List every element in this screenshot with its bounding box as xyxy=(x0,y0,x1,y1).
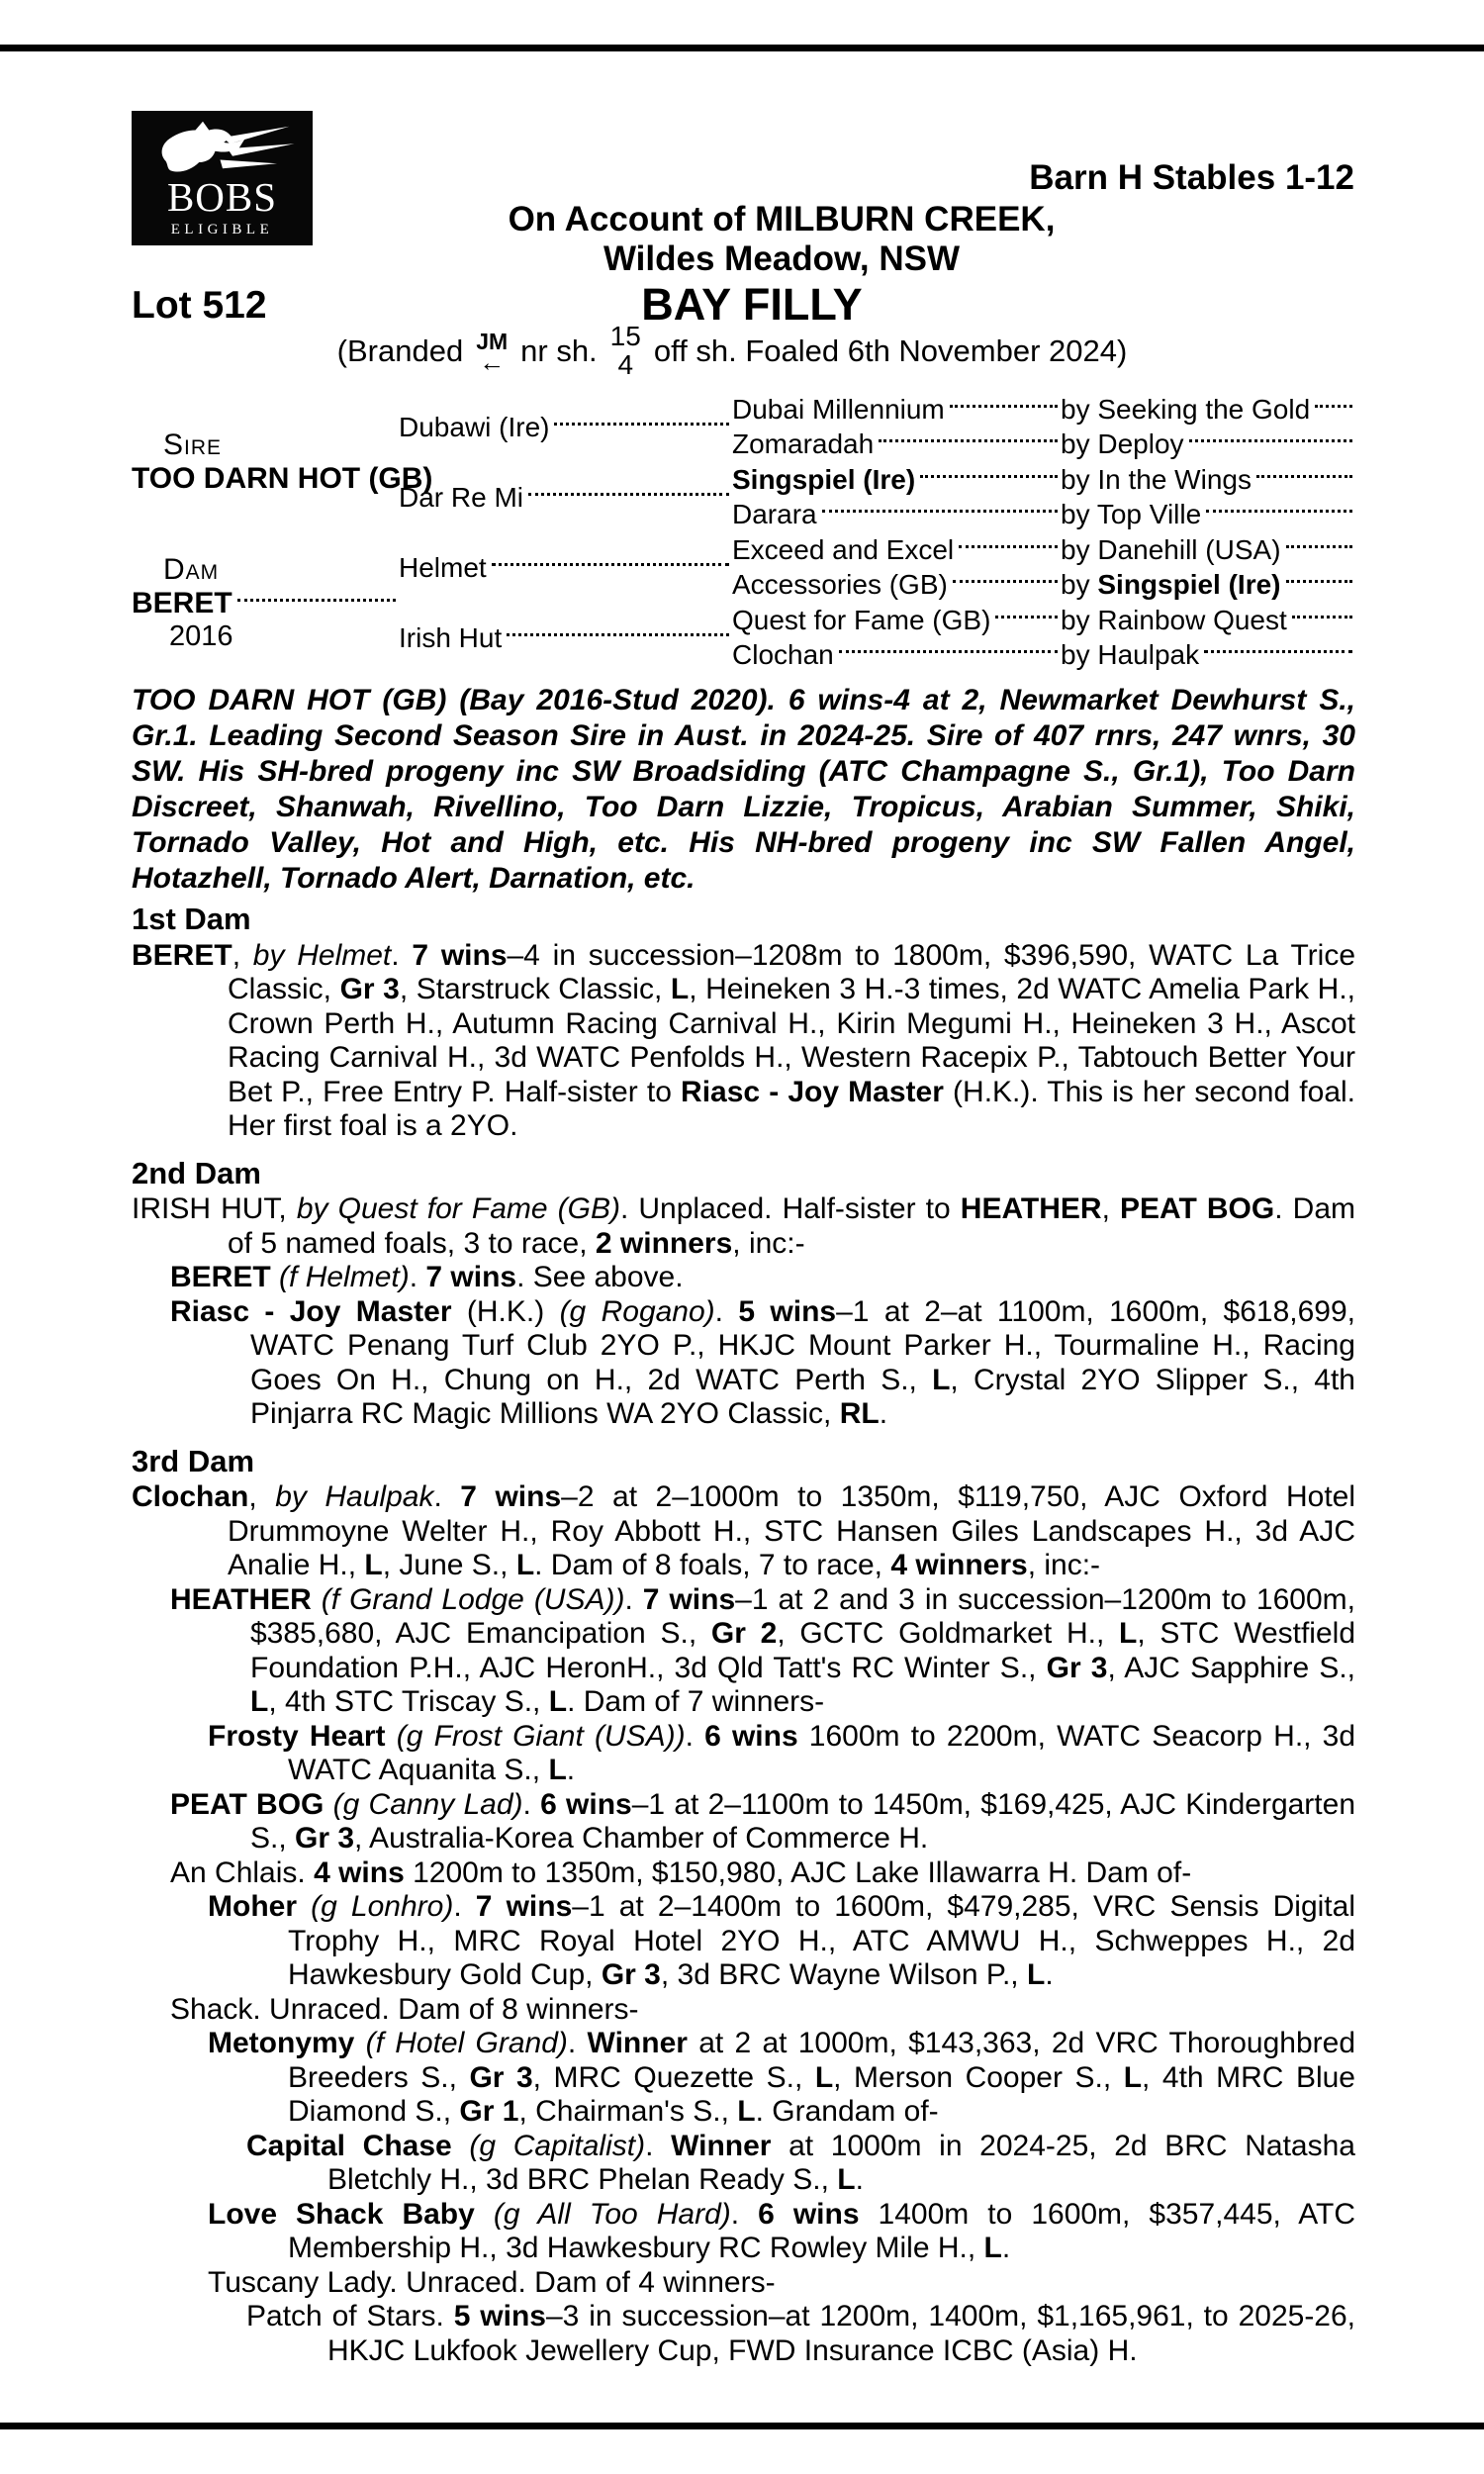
parent-name: Irish Hut xyxy=(399,603,732,673)
dot-leader xyxy=(1286,580,1352,583)
text-segment: . Unplaced. Half-sister to xyxy=(619,1192,961,1225)
ancestor-sire xyxy=(1061,498,1355,533)
dot-leader xyxy=(995,616,1058,618)
parent-name: Helmet xyxy=(399,532,732,603)
text-segment: Clochan xyxy=(732,639,834,671)
dot-leader xyxy=(1189,439,1352,442)
text-segment: Zomaradah xyxy=(732,428,875,460)
text-segment: Gr 3 xyxy=(469,2060,533,2094)
dam-section-heading: 2nd Dam xyxy=(132,1155,261,1190)
brand-number-bottom: 4 xyxy=(617,348,634,380)
logo-text-eligible: ELIGIBLE xyxy=(170,222,274,238)
ancestor-name xyxy=(732,638,1061,674)
text-segment xyxy=(386,1720,397,1753)
pedigree-entry xyxy=(170,1261,1355,1295)
branded-line xyxy=(0,323,1464,379)
dam-section-heading: 1st Dam xyxy=(132,902,251,936)
brand-code: JM xyxy=(476,329,509,355)
pedigree-entry xyxy=(132,1480,1355,1583)
text-segment: 6 wins xyxy=(704,1719,798,1753)
text-segment: Accessories (GB) xyxy=(732,569,948,601)
text-segment: Riasc - Joy Master xyxy=(170,1294,452,1328)
text-segment: . xyxy=(391,938,413,972)
dam-year: 2016 xyxy=(169,619,233,652)
text-segment: . xyxy=(1045,1958,1054,1991)
text-segment: L xyxy=(983,2232,1002,2264)
text-segment: by xyxy=(1061,569,1098,601)
text-segment: –1 at 2 and 3 in succession–1200m to 1600m, $385,680, AJC Emancipation S., xyxy=(250,1582,1355,1650)
text-segment: L xyxy=(515,1549,535,1581)
pedigree-entry xyxy=(170,1788,1355,1856)
text-segment: Darara xyxy=(732,499,817,530)
text-segment: 1400m to 1600m, $357,445, ATC Membership H., 3d Hawkesbury RC Rowley Mile H., xyxy=(288,2197,1356,2264)
text-segment: . xyxy=(730,2197,759,2231)
text-segment: 6 wins xyxy=(758,2197,860,2231)
text-segment: BERET xyxy=(170,1261,271,1293)
text-segment: L xyxy=(548,1685,568,1718)
ancestor-name xyxy=(732,428,1061,463)
sire-block xyxy=(132,392,433,532)
text-segment: , Heineken 3 H.-3 times, 2d WATC Amelia Park H., Crown Perth H., Autumn Racing Carnival H., Kirin Megumi H., Heineken 3 H., Ascot Racing Carnival H., 3d WATC Penfolds H., Western Racepix P., Tabtouch Better Your Bet P., Free Entry P. Half-sister to xyxy=(228,973,1355,1108)
text-segment: L xyxy=(837,2163,856,2196)
text-segment: . xyxy=(855,2163,864,2196)
text-segment: . Grandam of- xyxy=(755,2095,939,2128)
dot-leader xyxy=(953,580,1058,583)
dot-leader xyxy=(1286,545,1352,548)
dam-label: Dam xyxy=(163,552,220,586)
text-segment: by Deploy xyxy=(1061,428,1184,460)
text-segment: , MRC Quezette S., xyxy=(532,2060,815,2094)
branded-prefix: (Branded xyxy=(336,333,464,368)
ancestor-sire xyxy=(1061,532,1355,568)
text-segment: by Top Ville xyxy=(1061,499,1202,530)
text-segment xyxy=(297,1890,311,1923)
pedigree-entry xyxy=(208,2198,1355,2266)
text-segment: L xyxy=(814,2060,834,2094)
text-segment: HEATHER xyxy=(170,1582,312,1616)
text-segment: . xyxy=(1001,2232,1011,2264)
text-segment: 7 wins xyxy=(642,1582,736,1616)
text-segment: Tuscany Lady. Unraced. Dam of 4 winners- xyxy=(208,2265,776,2299)
bottom-page-rule xyxy=(0,2423,1484,2429)
text-segment: . xyxy=(433,1480,461,1513)
pedigree-entry xyxy=(246,2300,1355,2368)
text-segment: (g Rogano) xyxy=(559,1294,715,1328)
text-segment: (g Capitalist) xyxy=(469,2129,646,2162)
text-segment: at 1000m in 2024-25, 2d BRC Natasha Bletchly H., 3d BRC Phelan Ready S., xyxy=(327,2129,1355,2196)
text-segment: Singspiel (Ire) xyxy=(1097,569,1281,601)
text-segment: , Merson Cooper S., xyxy=(833,2060,1124,2094)
dot-leader xyxy=(879,439,1058,442)
text-segment: Shack. Unraced. Dam of 8 winners- xyxy=(170,1992,639,2026)
text-segment xyxy=(312,1583,322,1616)
text-segment xyxy=(271,1261,279,1293)
text-segment: Riasc - Joy Master xyxy=(681,1075,944,1108)
text-segment: by Danehill (USA) xyxy=(1061,533,1281,565)
text-segment: L xyxy=(1119,1617,1138,1650)
text-segment: , xyxy=(1101,1192,1121,1225)
text-segment: , STC Westfield Foundation P.H., AJC HeronH., 3d Qld Tatt's RC Winter S., xyxy=(250,1617,1356,1684)
pedigree-entry xyxy=(170,1856,1355,1891)
brand-number-stack xyxy=(610,323,641,379)
text-segment: Gr 3 xyxy=(601,1958,661,1991)
text-segment: , inc:- xyxy=(1027,1549,1101,1581)
text-segment: Singspiel (Ire) xyxy=(732,463,916,495)
text-segment: 7 wins xyxy=(460,1480,562,1513)
text-segment: PEAT BOG xyxy=(1120,1192,1275,1225)
text-segment: , xyxy=(232,938,253,972)
text-segment: . Dam of 5 named foals, 3 to race, xyxy=(228,1192,1356,1260)
dot-leader xyxy=(1256,475,1352,478)
dot-leader xyxy=(492,563,729,566)
text-segment: 4 wins xyxy=(314,1856,405,1889)
text-segment: Capital Chase xyxy=(246,2129,452,2162)
ancestor-name xyxy=(732,462,1061,498)
text-segment: , Chairman's S., xyxy=(518,2095,738,2128)
text-segment: L xyxy=(548,1754,567,1786)
text-segment: , Starstruck Classic, xyxy=(399,973,671,1005)
text-segment: BERET xyxy=(132,938,232,972)
text-segment: Patch of Stars. xyxy=(246,2300,454,2332)
pedigree-entry xyxy=(170,1583,1355,1720)
pedigree-entry xyxy=(170,1993,1355,2028)
dot-leader xyxy=(839,650,1058,653)
text-segment: –1 at 2–at 1100m, 1600m, $618,699, WATC Penang Turf Club 2YO P., HKJC Mount Parker H., Tourmaline H., Racing Goes On H., Chung on H., 2d WATC Perth S., xyxy=(250,1294,1356,1396)
ancestor-name xyxy=(732,603,1061,638)
text-segment: (g Frost Giant (USA)) xyxy=(396,1719,686,1753)
text-segment: Gr 3 xyxy=(339,973,400,1005)
text-segment: , Crystal 2YO Slipper S., 4th Pinjarra RC Magic Millions WA 2YO Classic, xyxy=(250,1363,1355,1430)
text-segment: 7 wins xyxy=(425,1261,517,1293)
text-segment: –2 at 2–1000m to 1350m, $119,750, AJC Oxford Hotel Drummoyne Welter H., Roy Abbott H., STC Hansen Giles Landscapes H., 3d AJC Analie H., xyxy=(228,1480,1356,1581)
text-segment: , GCTC Goldmarket H., xyxy=(777,1617,1120,1650)
text-segment: Gr 3 xyxy=(1046,1651,1108,1684)
text-segment: 7 wins xyxy=(412,938,508,972)
text-segment: 6 wins xyxy=(540,1787,632,1821)
dot-leader xyxy=(1292,616,1352,618)
top-page-rule xyxy=(0,45,1484,51)
text-segment: . xyxy=(566,1754,576,1786)
text-segment: –3 in succession–at 1200m, 1400m, $1,165,961, to 2025-26, HKJC Lukfook Jewellery Cup, FWD Insurance ICBC (Asia) H. xyxy=(327,2300,1356,2367)
text-segment: Dubai Millennium xyxy=(732,393,945,425)
pedigree-entry xyxy=(132,1192,1355,1261)
dot-leader xyxy=(554,423,729,426)
text-segment: (g Lonhro) xyxy=(311,1890,454,1923)
text-segment: L xyxy=(670,973,690,1005)
text-segment: Winner xyxy=(587,2027,688,2059)
text-segment: –1 at 2–1100m to 1450m, $169,425, AJC Kindergarten S., xyxy=(250,1787,1356,1855)
near-shoulder-label: nr sh. xyxy=(520,333,598,368)
text-segment: (g Canny Lad) xyxy=(332,1787,523,1821)
text-segment: 5 wins xyxy=(738,1294,837,1328)
ancestor-sire xyxy=(1061,568,1355,604)
text-segment: 1600m to 2200m, WATC Seacorp H., 3d WATC Aquanita S., xyxy=(288,1719,1356,1786)
text-segment xyxy=(452,2130,470,2162)
ancestor-name xyxy=(732,498,1061,533)
parent-name: Dubawi (Ire) xyxy=(399,392,732,462)
ancestor-sire xyxy=(1061,392,1355,428)
pedigree-table xyxy=(132,392,1355,673)
text-segment: . Dam of 7 winners- xyxy=(567,1685,825,1718)
dam-section-heading: 3rd Dam xyxy=(132,1443,255,1478)
text-segment: Gr 3 xyxy=(295,1822,355,1855)
dot-leader xyxy=(507,633,729,636)
text-segment: Gr 2 xyxy=(710,1617,778,1650)
text-segment: , xyxy=(248,1480,276,1513)
lot-number: Lot 512 xyxy=(132,284,267,327)
text-segment: –4 in succession–1208m to 1800m, $396,590, WATC La Trice Classic, xyxy=(228,938,1356,1005)
text-segment: by In the Wings xyxy=(1061,463,1252,495)
sire-name: TOO DARN HOT (GB) xyxy=(132,462,433,495)
text-segment: at 2 at 1000m, $143,363, 2d VRC Thoroughbred Breeders S., xyxy=(288,2027,1355,2094)
dot-leader xyxy=(1206,510,1352,513)
dot-leader xyxy=(920,475,1058,478)
text-segment: Winner xyxy=(671,2129,772,2162)
pedigree-entry xyxy=(170,1295,1355,1432)
ancestor-sire xyxy=(1061,638,1355,674)
pedigree-entry xyxy=(246,2130,1355,2198)
text-segment: L xyxy=(737,2095,756,2128)
text-segment: 1200m to 1350m, $150,980, AJC Lake Illawarra H. Dam of- xyxy=(404,1856,1192,1889)
brand-arrow-icon: ← xyxy=(479,347,506,378)
text-segment: by Quest for Fame (GB) xyxy=(296,1192,620,1225)
text-segment: Gr 1 xyxy=(459,2095,519,2128)
text-segment: , 4th STC Triscay S., xyxy=(268,1685,549,1718)
brand-number-top: 15 xyxy=(609,321,641,351)
text-segment: (f Helmet) xyxy=(279,1261,410,1293)
text-segment: 7 wins xyxy=(475,1890,573,1923)
text-segment: . xyxy=(567,2027,588,2059)
text-segment: , June S., xyxy=(382,1549,516,1581)
text-segment: Moher xyxy=(208,1890,297,1923)
parent-name: Dar Re Mi xyxy=(399,462,732,532)
text-segment: (g All Too Hard) xyxy=(493,2197,731,2231)
brand-mark xyxy=(476,329,509,378)
text-segment: (f Grand Lodge (USA)) xyxy=(321,1582,625,1616)
text-segment: (H.K.). This is her second foal. Her first foal is a 2YO. xyxy=(228,1075,1355,1142)
text-segment: . xyxy=(645,2129,672,2162)
text-segment: RL xyxy=(839,1397,880,1430)
text-segment: . xyxy=(714,1294,739,1328)
text-segment: Frosty Heart xyxy=(208,1719,386,1753)
dot-leader xyxy=(959,545,1058,548)
dot-leader xyxy=(1204,650,1352,653)
text-segment: (H.K.) xyxy=(451,1294,560,1328)
text-segment: Quest for Fame (GB) xyxy=(732,604,991,635)
pedigree-entry xyxy=(208,1720,1355,1788)
text-segment: . See above. xyxy=(516,1261,684,1293)
text-segment: IRISH HUT, xyxy=(132,1192,297,1225)
text-segment: . Dam of 8 foals, 7 to race, xyxy=(534,1549,891,1581)
logo-text-bobs: BOBS xyxy=(166,174,278,220)
text-segment: Clochan xyxy=(132,1480,249,1513)
text-segment: Metonymy xyxy=(208,2027,355,2059)
text-segment: by Rainbow Quest xyxy=(1061,604,1287,635)
pedigree-entry xyxy=(208,2027,1355,2130)
text-segment: 2 winners xyxy=(595,1226,733,1260)
text-segment: HEATHER xyxy=(960,1192,1102,1225)
text-segment: by Haulpak xyxy=(1061,639,1200,671)
text-segment: , Australia-Korea Chamber of Commerce H. xyxy=(354,1822,929,1855)
ancestor-sire xyxy=(1061,462,1355,498)
dot-leader xyxy=(1315,405,1352,408)
text-segment: . xyxy=(879,1397,888,1430)
text-segment: –1 at 2–1400m to 1600m, $479,285, VRC Sensis Digital Trophy H., MRC Royal Hotel 2YO H., ATC AMWU H., Schweppes H., 2d Hawkesbury Gold Cup, xyxy=(288,1890,1355,1991)
account-line: On Account of MILBURN CREEK, xyxy=(508,200,1056,238)
text-segment: (f Hotel Grand) xyxy=(365,2027,568,2059)
branded-suffix: off sh. Foaled 6th November 2024) xyxy=(653,333,1128,368)
text-segment: . xyxy=(453,1890,476,1923)
ancestor-sire xyxy=(1061,428,1355,463)
text-segment: L xyxy=(250,1685,269,1718)
text-segment: 4 winners xyxy=(890,1549,1028,1581)
dot-leader xyxy=(950,405,1058,408)
text-segment: L xyxy=(932,1363,951,1396)
pedigree-entry xyxy=(132,939,1355,1144)
ancestor-name xyxy=(732,568,1061,604)
text-segment: , inc:- xyxy=(732,1226,805,1260)
text-segment: An Chlais. xyxy=(170,1856,315,1889)
ancestor-sire xyxy=(1061,603,1355,638)
text-segment: TOO DARN HOT (GB) (Bay 2016-Stud 2020). 6 wins-4 at 2, Newmarket Dewhurst S., Gr.1. Leading Second Season Sire in Aust. in 2024-25. Sire of 407 rnrs, 247 wnrs, 30 SW. His SH-bred progeny inc SW Broadsiding (ATC Champagne S., Gr.1), Too Darn Discreet, Shanwah, Rivellino, Too Darn Lizzie, Tropicus, Arabian Summer, Shiki, Tornado Valley, Hot and High, etc. His NH-bred progeny inc SW Fallen Angel, Hotazhell, Tornado Alert, Darnation, etc. xyxy=(132,684,1355,895)
text-segment: , AJC Sapphire S., xyxy=(1107,1651,1355,1684)
pedigree-entry xyxy=(208,1890,1355,1993)
sire-summary xyxy=(132,683,1355,897)
text-segment: PEAT BOG xyxy=(170,1787,325,1821)
dot-leader xyxy=(822,510,1058,513)
text-segment: . xyxy=(685,1719,705,1753)
text-segment: 5 wins xyxy=(453,2300,546,2332)
pedigree-entry xyxy=(208,2266,1355,2301)
text-segment: . xyxy=(522,1787,541,1821)
barn-stables-line: Barn H Stables 1-12 xyxy=(1029,158,1354,197)
text-segment: Love Shack Baby xyxy=(208,2197,475,2231)
text-segment: . xyxy=(624,1582,643,1616)
dam-name: BERET xyxy=(132,586,232,619)
text-segment: by Haulpak xyxy=(275,1480,434,1513)
sire-label: Sire xyxy=(163,428,223,461)
text-segment xyxy=(475,2198,494,2231)
text-segment: L xyxy=(1026,1958,1046,1991)
text-segment: L xyxy=(1123,2060,1143,2094)
horse-title: BAY FILLY xyxy=(641,279,863,330)
text-segment: by Seeking the Gold xyxy=(1061,393,1311,425)
text-segment xyxy=(354,2027,365,2059)
ancestor-name xyxy=(732,532,1061,568)
dot-leader xyxy=(237,599,396,602)
text-segment: by Helmet xyxy=(252,938,392,972)
text-segment: , 3d BRC Wayne Wilson P., xyxy=(660,1958,1027,1991)
text-segment: Exceed and Excel xyxy=(732,533,955,565)
text-segment xyxy=(324,1788,332,1821)
dot-leader xyxy=(528,493,729,496)
text-segment: L xyxy=(364,1549,383,1581)
text-segment: , 4th MRC Blue Diamond S., xyxy=(288,2060,1355,2128)
dam-block xyxy=(132,532,399,673)
location-line: Wildes Meadow, NSW xyxy=(603,239,961,278)
dam-sections xyxy=(132,903,1355,2368)
text-segment: . xyxy=(409,1261,426,1293)
ancestor-name xyxy=(732,392,1061,428)
